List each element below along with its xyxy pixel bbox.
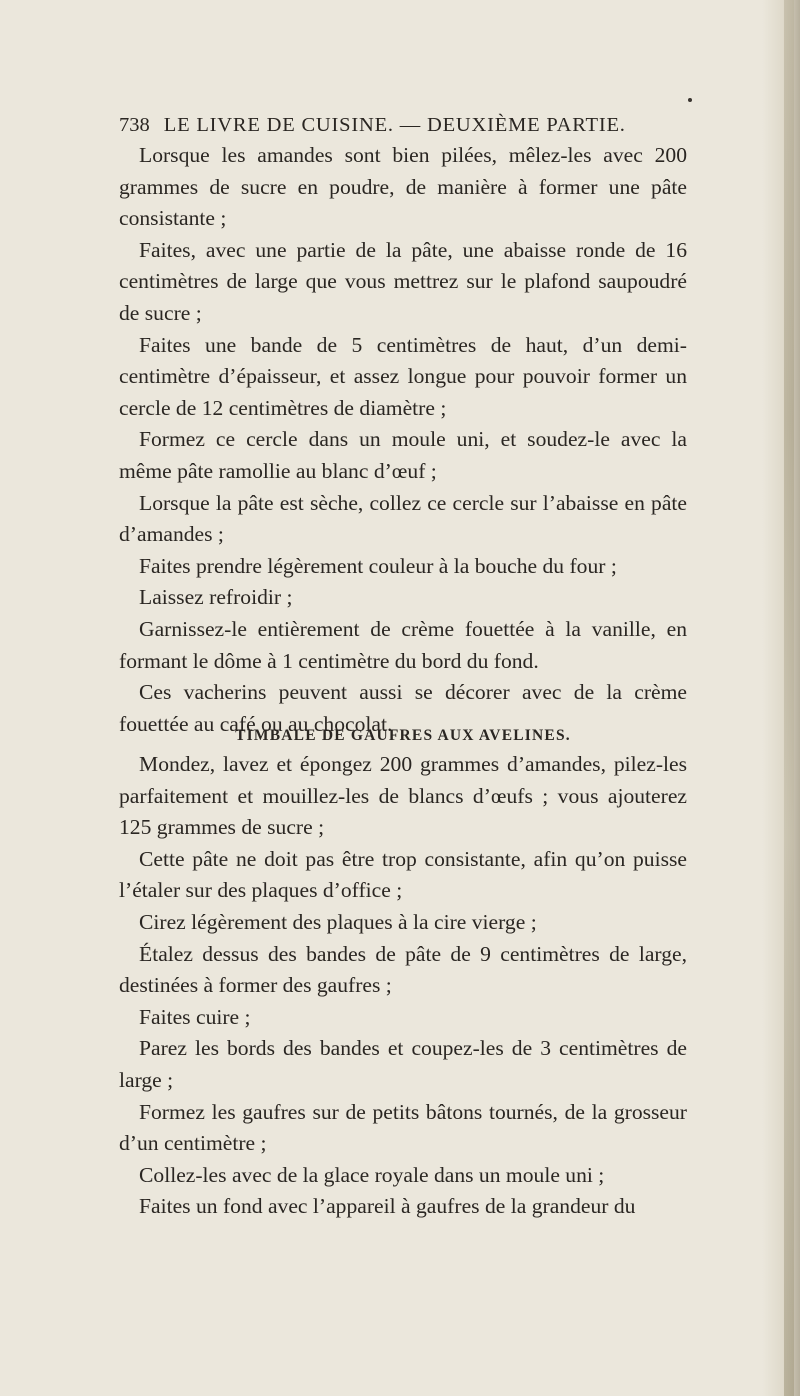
paragraph: Lorsque la pâte est sèche, collez ce cercle sur l’abaisse en pâte d’amandes ; [119,490,687,547]
paragraph: Lorsque les amandes sont bien pilées, mêlez-les avec 200 grammes de sucre en poudre, de manière à former une pâte consistante ; [119,143,687,231]
paragraph: Formez ce cercle dans un moule uni, et soudez-le avec la même pâte ramollie au blanc d’œuf ; [119,427,687,483]
paragraph: Cirez légèrement des plaques à la cire vierge ; [139,909,537,934]
page-number: 738 [119,114,150,136]
paragraph: Étalez dessus des bandes de pâte de 9 centimètres de large, destinées à former des gaufres ; [119,941,687,998]
running-header [119,114,689,137]
paragraph: Faites cuire ; [139,1004,251,1029]
page-binding-edge [784,0,794,1396]
recipe-text [119,749,687,1223]
running-title: LE LIVRE DE CUISINE. — DEUXIÈME PARTIE. [163,114,626,136]
recipe-title: TIMBALE DE GAUFRES AUX AVELINES. [235,727,571,744]
paragraph: Cette pâte ne doit pas être trop consistante, afin qu’on puisse l’étaler sur des plaques d’office ; [119,846,687,903]
paragraph: Garnissez-le entièrement de crème fouettée à la vanille, en formant le dôme à 1 centimètre du bord du fond. [119,616,687,673]
ink-speck [688,98,692,102]
paragraph: Laissez refroidir ; [139,585,293,610]
paragraph: Formez les gaufres sur de petits bâtons tournés, de la grosseur d’un centimètre ; [119,1099,687,1156]
paragraph: Faites prendre légèrement couleur à la bouche du four ; [139,553,617,578]
paragraph: Mondez, lavez et épongez 200 grammes d’amandes, pilez-les parfaitement et mouillez-les de blancs d’œufs ; vous ajouterez 125 grammes de sucre ; [119,752,687,840]
paragraph: Faites, avec une partie de la pâte, une abaisse ronde de 16 centimètres de large que vous mettrez sur le plafond saupoudré de sucre ; [119,237,687,325]
paragraph: Collez-les avec de la glace royale dans un moule uni ; [139,1162,605,1187]
recipe-text-continued [119,140,687,740]
page-edge-shadow [762,0,800,1396]
paragraph: Ces vacherins peuvent aussi se décorer avec de la crème fouettée au café ou au chocolat. [119,680,687,736]
paragraph: Faites une bande de 5 centimètres de haut, d’un demi-centimètre d’épaisseur, et assez longue pour pouvoir former un cercle de 12 centimètres de diamètre ; [119,332,687,420]
paragraph: Faites un fond avec l’appareil à gaufres de la grandeur du [139,1194,636,1219]
paragraph: Parez les bords des bandes et coupez-les de 3 centimètres de large ; [119,1036,687,1092]
